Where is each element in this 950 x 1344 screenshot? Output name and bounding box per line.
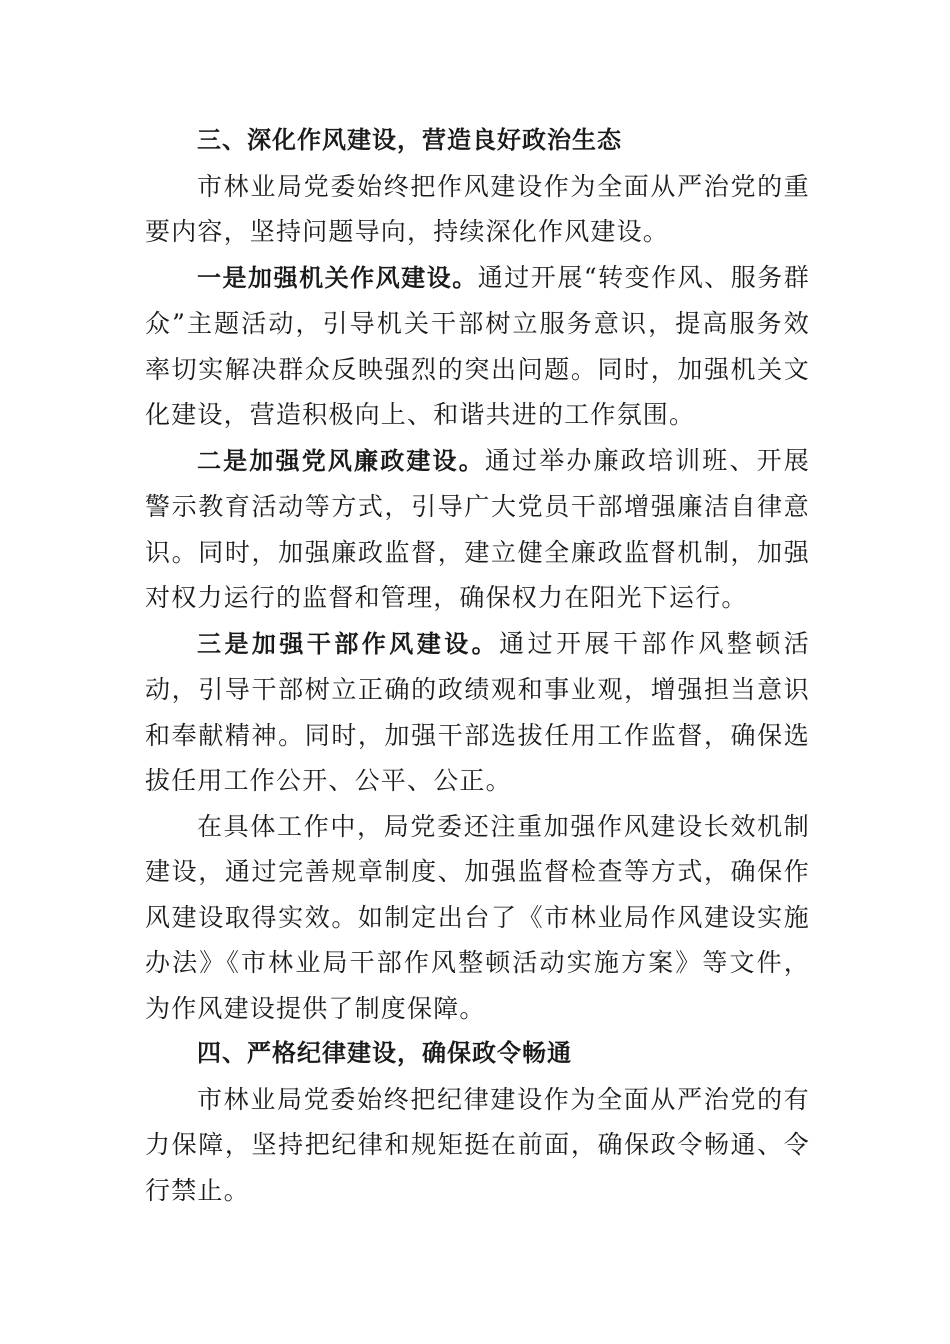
- section-3-item-3-body: 通过开展干部作风整顿活动，引导干部树立正确的政绩观和事业观，增强担当意识和奉献精神。同时，加强干部选拔任用工作监督，确保选拔任用工作公开、公平、公正。: [145, 628, 811, 795]
- section-3-item-2: [145, 438, 810, 621]
- section-3-item-1-lead: 一是加强机关作风建设。: [197, 263, 478, 292]
- section-4-intro: 市林业局党委始终把纪律建设作为全面从严治党的有力保障，坚持把纪律和规矩挺在前面，确保政令畅通、令行禁止。: [145, 1084, 810, 1205]
- section-3-item-1-body: 通过开展“转变作风、服务群众”主题活动，引导机关干部树立服务意识，提高服务效率切实解决群众反映强烈的突出问题。同时，加强机关文化建设，营造积极向上、和谐共进的工作氛围。: [145, 262, 810, 429]
- section-3-item-3-lead: 三是加强干部作风建设。: [197, 629, 500, 658]
- section-4-heading: 四、严格纪律建设，确保政令畅通: [197, 1039, 572, 1067]
- section-3-item-2-body: 通过举办廉政培训班、开展警示教育活动等方式，引导广大党员干部增强廉洁自律意识。同时，加强廉政监督，建立健全廉政监督机制，加强对权力运行的监督和管理，确保权力在阳光下运行。: [145, 445, 811, 612]
- section-3-closing: 在具体工作中，局党委还注重加强作风建设长效机制建设，通过完善规章制度、加强监督检查等方式，确保作风建设取得实效。如制定出台了《市林业局作风建设实施办法》《市林业局干部作风整顿活动实施方案》等文件，为作风建设提供了制度保障。: [145, 811, 810, 1023]
- document-body: [145, 118, 810, 1213]
- section-3-heading: 三、深化作风建设，营造良好政治生态: [197, 126, 622, 154]
- section-3-item-3: [145, 621, 810, 804]
- section-3-item-1: [145, 255, 810, 438]
- section-3-item-2-lead: 二是加强党风廉政建设。: [197, 446, 485, 475]
- section-3-intro: 市林业局党委始终把作风建设作为全面从严治党的重要内容，坚持问题导向，持续深化作风建设。: [145, 171, 810, 246]
